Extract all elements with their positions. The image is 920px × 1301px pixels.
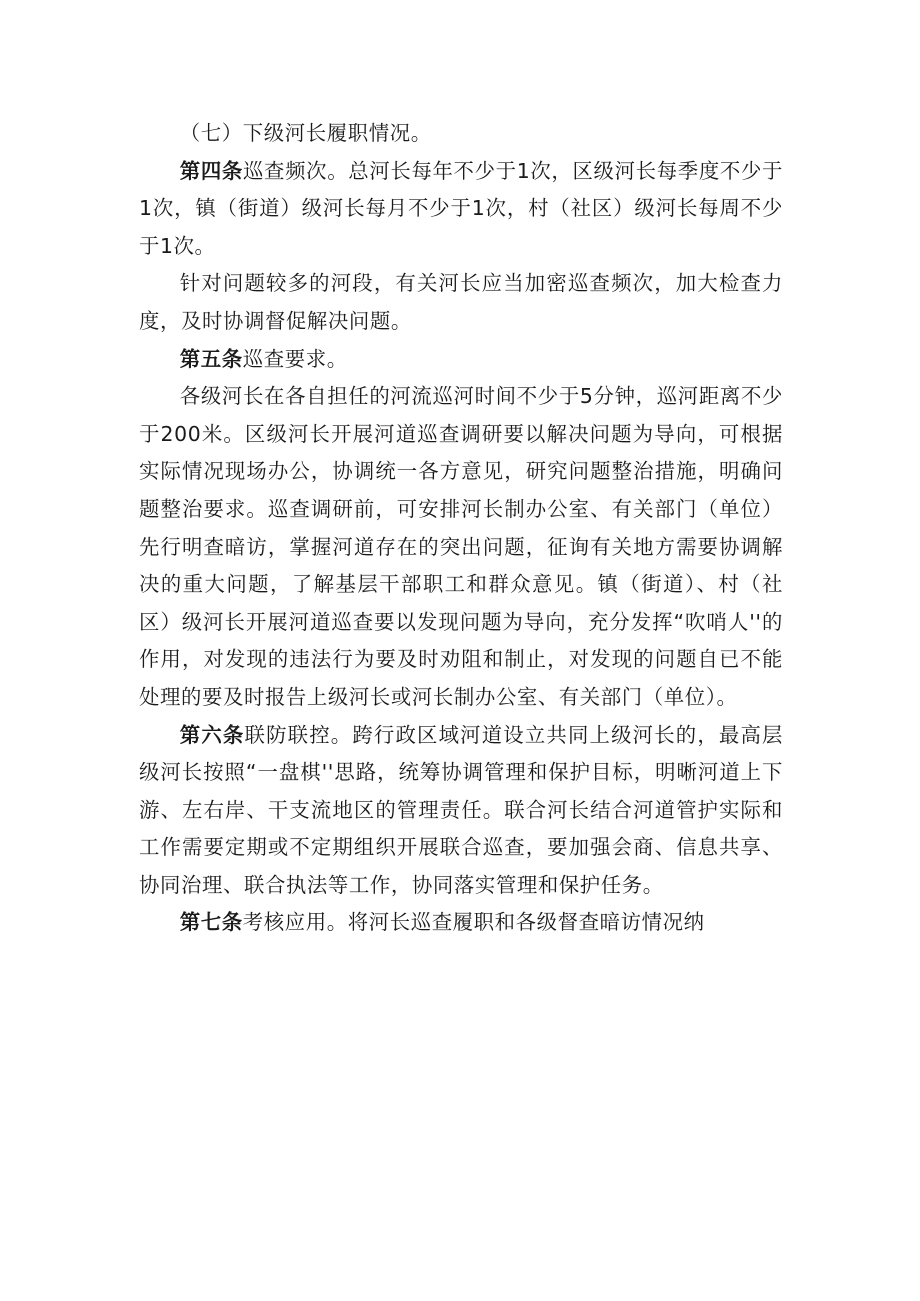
article-label: 第四条 [179, 158, 243, 183]
paragraph-text: 巡查要求。 [242, 346, 348, 371]
paragraph-text: （七）下级河长履职情况。 [179, 121, 432, 145]
paragraph-item-7 [139, 115, 783, 153]
paragraph-text: 巡查频次。总河长每年不少于1次，区级河长每季度不少于1次，镇（街道）级河长每月不少于1次，村（社区）级河长每周不少于1次。 [139, 158, 783, 258]
article-5-paragraph [139, 341, 783, 379]
article-4-paragraph [139, 153, 783, 266]
article-label: 第五条 [179, 346, 243, 371]
paragraph-text: 各级河长在各自担任的河流巡河时间不少于5分钟，巡河距离不少于200米。区级河长开展河道巡查调研要以解决问题为导向，可根据实际情况现场办公，协调统一各方意见，研究问题整治措施，明确问题整治要求。巡查调研前，可安排河长制办公室、有关部门（单位）先行明查暗访，掌握河道存在的突出问题，征询有关地方需要协调解决的重大问题，了解基层干部职工和群众意见。镇（街道）、村（社区）级河长开展河道巡查要以发现问题为导向，充分发挥“吹哨人''的作用，对发现的违法行为要及时劝阻和制止，对发现的问题自已不能处理的要及时报告上级河长或河长制办公室、有关部门（单位）。 [139, 384, 783, 709]
paragraph-text: 针对问题较多的河段，有关河长应当加密巡查频次，加大检查力度，及时协调督促解决问题。 [139, 271, 783, 333]
article-6-paragraph [139, 717, 783, 905]
article-5-paragraph-2 [139, 378, 783, 716]
document-page [139, 115, 783, 942]
article-4-paragraph-2 [139, 265, 783, 340]
paragraph-text: 联防联控。跨行政区域河道设立共同上级河长的，最高层级河长按照“一盘棋''思路，统筹协调管理和保护目标，明晰河道上下游、左右岸、干支流地区的管理责任。联合河长结合河道管护实际和工作需要定期或不定期组织开展联合巡查，要加强会商、信息共享、协同治理、联合执法等工作，协同落实管理和保护任务。 [139, 722, 783, 897]
article-label: 第六条 [179, 722, 245, 747]
paragraph-text: 考核应用。将河长巡查履职和各级督查暗访情况纳 [242, 910, 705, 935]
article-7-paragraph [139, 904, 783, 942]
article-label: 第七条 [179, 910, 243, 935]
